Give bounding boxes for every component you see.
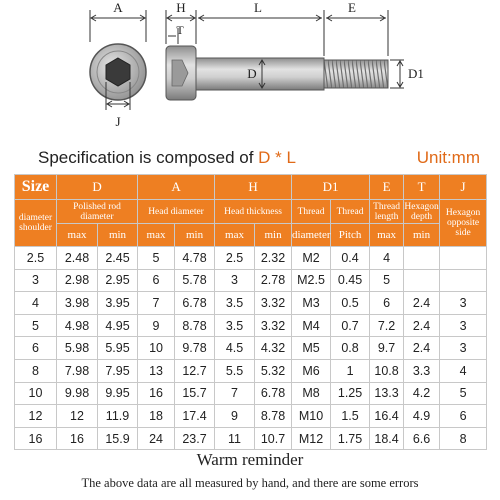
label-j: J [115, 114, 121, 129]
table-cell: 18 [138, 405, 175, 428]
table-cell: 6 [15, 337, 57, 360]
table-cell: 2.98 [57, 269, 98, 292]
table-cell: 3.32 [255, 292, 292, 315]
table-cell [404, 269, 440, 292]
table-cell: 2.45 [98, 247, 138, 270]
header-h-min: min [255, 224, 292, 247]
table-row [15, 359, 487, 382]
header-a-min: min [175, 224, 215, 247]
table-cell: 0.4 [331, 247, 370, 270]
header-t: T [404, 175, 440, 200]
table-cell: 0.8 [331, 337, 370, 360]
table-cell: 6 [440, 405, 487, 428]
table-cell: 15.9 [98, 427, 138, 450]
table-cell: 13 [138, 359, 175, 382]
head-end-view [90, 44, 146, 100]
table-cell: 15.7 [175, 382, 215, 405]
table-cell: 2.32 [255, 247, 292, 270]
table-cell: 1.25 [331, 382, 370, 405]
table-cell: 18.4 [370, 427, 404, 450]
table-cell [440, 247, 487, 270]
table-cell: 16 [57, 427, 98, 450]
table-cell: 2.5 [215, 247, 255, 270]
header-d1-diameter: diameter [292, 224, 331, 247]
table-cell: M10 [292, 405, 331, 428]
table-cell: 9 [215, 405, 255, 428]
table-cell: 5 [370, 269, 404, 292]
table-cell: 6.6 [404, 427, 440, 450]
table-cell: M2 [292, 247, 331, 270]
table-cell: 8.78 [255, 405, 292, 428]
header-e-sub: Thread length [370, 200, 404, 224]
header-h-max: max [215, 224, 255, 247]
header-a: A [138, 175, 215, 200]
header-e: E [370, 175, 404, 200]
table-cell: 9.7 [370, 337, 404, 360]
table-cell: 2.95 [98, 269, 138, 292]
table-cell: 5.98 [57, 337, 98, 360]
table-cell: 3.98 [57, 292, 98, 315]
table-cell: M4 [292, 314, 331, 337]
header-t-sub: Hexagon depth [404, 201, 439, 222]
reminder-text: The above data are all measured by hand, and there are some errors [81, 476, 419, 490]
table-cell: 1.75 [331, 427, 370, 450]
table-cell: 4.2 [404, 382, 440, 405]
table-cell: 9.98 [57, 382, 98, 405]
table-cell: 23.7 [175, 427, 215, 450]
label-d: D [247, 66, 257, 81]
table-cell [404, 247, 440, 270]
header-h-sub: Head thickness [215, 200, 292, 224]
table-row [15, 314, 487, 337]
header-d1-sub-a: Thread [292, 200, 331, 224]
table-cell: 4.32 [255, 337, 292, 360]
header-d-min: min [98, 224, 138, 247]
table-cell: 5.78 [175, 269, 215, 292]
table-cell: 10 [15, 382, 57, 405]
header-a-sub: Head diameter [138, 200, 215, 224]
label-t: T [176, 23, 184, 37]
table-cell: 1.5 [331, 405, 370, 428]
table-cell: M5 [292, 337, 331, 360]
header-t-min: min [404, 224, 440, 247]
table-cell: 3 [15, 269, 57, 292]
table-cell: 5.95 [98, 337, 138, 360]
header-size: Size [15, 175, 57, 200]
table-cell: 8 [440, 427, 487, 450]
dimension-e [326, 10, 388, 56]
table-cell: 6.78 [175, 292, 215, 315]
table-cell: M3 [292, 292, 331, 315]
table-cell: 12.7 [175, 359, 215, 382]
header-a-max: max [138, 224, 175, 247]
dimension-d1 [390, 60, 404, 88]
table-cell: 0.45 [331, 269, 370, 292]
spec-lead-text: Specification is composed of [38, 148, 259, 167]
table-cell: 4.78 [175, 247, 215, 270]
table-row [15, 292, 487, 315]
table-cell: 7.95 [98, 359, 138, 382]
table-cell: 0.5 [331, 292, 370, 315]
table-cell: 7.2 [370, 314, 404, 337]
table-cell: 9.78 [175, 337, 215, 360]
table-cell: 16 [15, 427, 57, 450]
spec-table [14, 174, 487, 450]
table-cell: 10.8 [370, 359, 404, 382]
table-cell: 5 [138, 247, 175, 270]
table-cell: 2.48 [57, 247, 98, 270]
table-cell: 13.3 [370, 382, 404, 405]
table-cell: 3 [440, 292, 487, 315]
table-cell: 2.78 [255, 269, 292, 292]
table-row [15, 405, 487, 428]
dimension-l [198, 10, 324, 56]
table-cell: 9 [138, 314, 175, 337]
table-cell: 3.95 [98, 292, 138, 315]
header-d1-sub-b: Thread [331, 200, 370, 224]
table-cell: 16 [138, 382, 175, 405]
table-cell: 2.4 [404, 292, 440, 315]
table-row [15, 427, 487, 450]
table-cell: 10.7 [255, 427, 292, 450]
table-cell: 8.78 [175, 314, 215, 337]
table-cell: 3 [440, 337, 487, 360]
table-cell: 9.95 [98, 382, 138, 405]
table-cell: 4.5 [215, 337, 255, 360]
table-cell: 4.9 [404, 405, 440, 428]
table-cell: 5.32 [255, 359, 292, 382]
table-cell: 12 [15, 405, 57, 428]
screw-side-view [166, 46, 388, 100]
table-cell: 17.4 [175, 405, 215, 428]
table-cell: M12 [292, 427, 331, 450]
table-cell: 4 [440, 359, 487, 382]
table-cell: 24 [138, 427, 175, 450]
label-d1: D1 [408, 66, 424, 81]
table-cell: 2.4 [404, 314, 440, 337]
table-cell: 10 [138, 337, 175, 360]
table-cell: 3.32 [255, 314, 292, 337]
table-cell: 2.4 [404, 337, 440, 360]
table-cell: 4 [370, 247, 404, 270]
table-cell: 7 [138, 292, 175, 315]
spec-formula: D * L [258, 148, 296, 167]
table-cell: 5 [440, 382, 487, 405]
header-d: D [57, 175, 138, 200]
spec-lead [38, 148, 296, 168]
table-cell: 11 [215, 427, 255, 450]
table-row [15, 382, 487, 405]
label-a: A [113, 0, 123, 15]
table-cell: 12 [57, 405, 98, 428]
table-cell: 7.98 [57, 359, 98, 382]
header-e-max: max [370, 224, 404, 247]
table-cell: 0.7 [331, 314, 370, 337]
header-j: J [440, 175, 487, 200]
table-cell: 6.78 [255, 382, 292, 405]
label-e: E [348, 0, 356, 15]
table-cell: 1 [331, 359, 370, 382]
table-cell [440, 269, 487, 292]
screw-diagram [0, 0, 500, 140]
header-j-sub: Hexagon opposite side [440, 200, 487, 247]
spec-title [14, 146, 486, 172]
table-cell: 6 [370, 292, 404, 315]
table-cell: M2.5 [292, 269, 331, 292]
table-cell: 7 [215, 382, 255, 405]
table-cell: 3.5 [215, 314, 255, 337]
table-cell: 16.4 [370, 405, 404, 428]
table-row [15, 247, 487, 270]
table-cell: 4.95 [98, 314, 138, 337]
table-body [15, 247, 487, 450]
table-cell: 2.5 [15, 247, 57, 270]
table-cell: 3 [440, 314, 487, 337]
header-d-max: max [57, 224, 98, 247]
table-row [15, 337, 487, 360]
label-l: L [254, 0, 262, 15]
header-d-sub: Polished rod diameter [57, 200, 138, 224]
table-cell: 4.98 [57, 314, 98, 337]
label-h: H [176, 0, 186, 15]
table-cell: 6 [138, 269, 175, 292]
table-cell: M8 [292, 382, 331, 405]
table-cell: 5 [15, 314, 57, 337]
header-h: H [215, 175, 292, 200]
table-cell: 4 [15, 292, 57, 315]
table-row [15, 269, 487, 292]
table-cell: 3.3 [404, 359, 440, 382]
table-cell: 3.5 [215, 292, 255, 315]
header-size-sub: diameter shoulder [15, 200, 57, 247]
table-cell: 3 [215, 269, 255, 292]
table-cell: M6 [292, 359, 331, 382]
header-d1-pitch: Pitch [331, 224, 370, 247]
table-cell: 8 [15, 359, 57, 382]
header-d1: D1 [292, 175, 370, 200]
reminder-title: Warm reminder [196, 450, 304, 469]
spec-unit: Unit:mm [416, 148, 480, 167]
table-cell: 11.9 [98, 405, 138, 428]
table-cell: 5.5 [215, 359, 255, 382]
